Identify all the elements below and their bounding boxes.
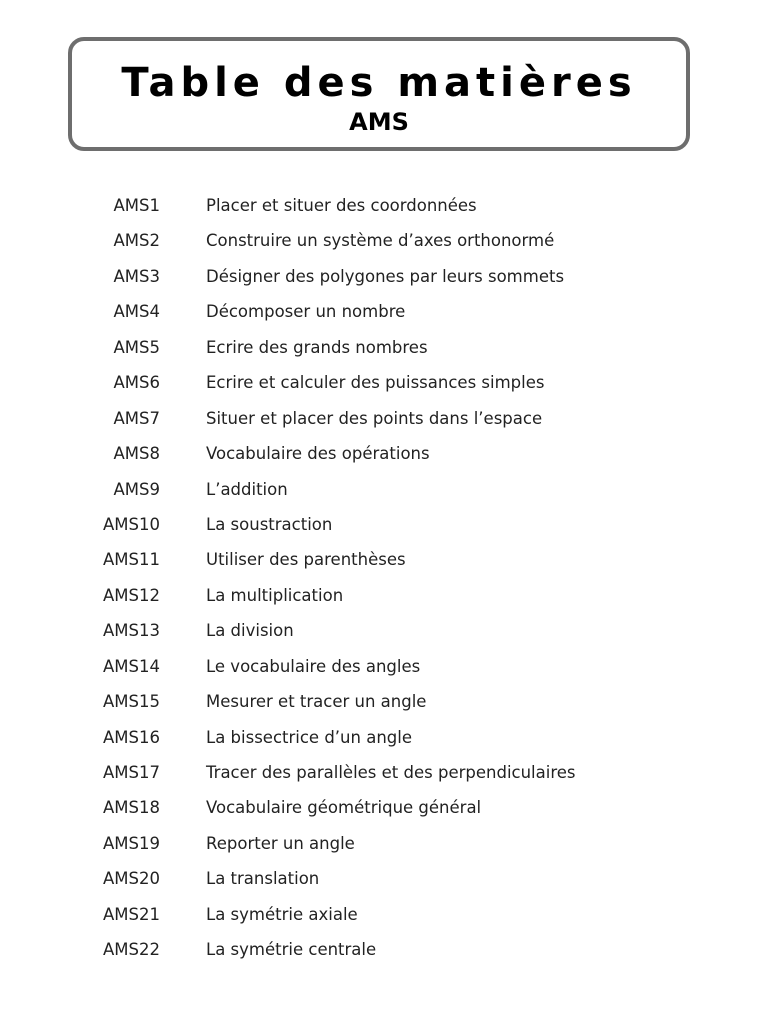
- toc-entry: [0, 684, 768, 719]
- toc-entry-code: AMS7: [113, 408, 160, 428]
- toc-entry-title: Vocabulaire géométrique général: [206, 798, 482, 818]
- toc-entry-title: La symétrie axiale: [206, 904, 358, 924]
- toc-entry-title: Ecrire et calculer des puissances simples: [206, 373, 545, 393]
- toc-entry-title: Construire un système d’axes orthonormé: [206, 231, 555, 251]
- toc-entry-title: La symétrie centrale: [206, 940, 377, 960]
- toc-entry-code: AMS18: [103, 798, 160, 818]
- toc-entry: [0, 826, 768, 861]
- toc-entry-code: AMS12: [103, 585, 160, 605]
- toc-entry: [0, 472, 768, 507]
- toc-entry: [0, 649, 768, 684]
- toc-entry: [0, 932, 768, 967]
- toc-entry-title: Reporter un angle: [206, 833, 355, 853]
- toc-entry-code: AMS2: [113, 231, 160, 251]
- toc-entry: [0, 861, 768, 896]
- page-title: Table des matières: [121, 60, 637, 106]
- toc-entry: [0, 542, 768, 577]
- toc-entry: [0, 401, 768, 436]
- toc-entry-title: Situer et placer des points dans l’espace: [206, 408, 543, 428]
- toc-entry-title: L’addition: [206, 479, 288, 499]
- toc-entry: [0, 507, 768, 542]
- toc-entry-code: AMS4: [113, 302, 160, 322]
- toc-entry-code: AMS21: [103, 904, 160, 924]
- toc-entry-code: AMS13: [103, 621, 160, 641]
- toc-entry: [0, 720, 768, 755]
- toc-entry-title: Utiliser des parenthèses: [206, 550, 406, 570]
- toc-entry-code: AMS20: [103, 869, 160, 889]
- toc-entry-title: Mesurer et tracer un angle: [206, 692, 427, 712]
- table-of-contents: [0, 188, 768, 968]
- toc-entry-code: AMS11: [103, 550, 160, 570]
- toc-entry: [0, 755, 768, 790]
- toc-entry: [0, 294, 768, 329]
- toc-entry-title: Ecrire des grands nombres: [206, 337, 428, 357]
- toc-entry-code: AMS19: [103, 833, 160, 853]
- toc-entry-code: AMS10: [103, 514, 160, 534]
- toc-entry-code: AMS15: [103, 692, 160, 712]
- toc-entry-title: La translation: [206, 869, 320, 889]
- toc-entry: [0, 259, 768, 294]
- toc-entry: [0, 897, 768, 932]
- toc-entry: [0, 223, 768, 258]
- toc-entry-code: AMS6: [113, 373, 160, 393]
- toc-entry-code: AMS8: [113, 444, 160, 464]
- toc-entry: [0, 790, 768, 825]
- toc-entry-title: La bissectrice d’un angle: [206, 727, 412, 747]
- toc-entry-title: Vocabulaire des opérations: [206, 444, 430, 464]
- toc-entry-title: Tracer des parallèles et des perpendiculaires: [206, 763, 576, 782]
- toc-entry: [0, 578, 768, 613]
- toc-entry-code: AMS17: [103, 763, 160, 782]
- toc-entry: [0, 436, 768, 471]
- toc-entry-code: AMS14: [103, 656, 160, 676]
- toc-entry-title: La soustraction: [206, 514, 333, 534]
- title-box: [68, 37, 690, 151]
- toc-entry: [0, 330, 768, 365]
- toc-entry: [0, 613, 768, 648]
- toc-entry-code: AMS1: [113, 196, 160, 215]
- toc-entry-code: AMS5: [113, 337, 160, 357]
- toc-entry-code: AMS3: [113, 266, 160, 286]
- toc-entry-title: Placer et situer des coordonnées: [206, 196, 477, 215]
- toc-entry-code: AMS22: [103, 940, 160, 960]
- toc-entry-title: La division: [206, 621, 294, 641]
- toc-entry-title: La multiplication: [206, 585, 344, 605]
- toc-entry: [0, 365, 768, 400]
- toc-entry-title: Décomposer un nombre: [206, 302, 406, 322]
- toc-entry-code: AMS9: [113, 479, 160, 499]
- toc-entry: [0, 188, 768, 223]
- toc-entry-title: Le vocabulaire des angles: [206, 656, 421, 676]
- page-subtitle: AMS: [349, 108, 409, 136]
- toc-entry-title: Désigner des polygones par leurs sommets: [206, 266, 565, 286]
- toc-entry-code: AMS16: [103, 727, 160, 747]
